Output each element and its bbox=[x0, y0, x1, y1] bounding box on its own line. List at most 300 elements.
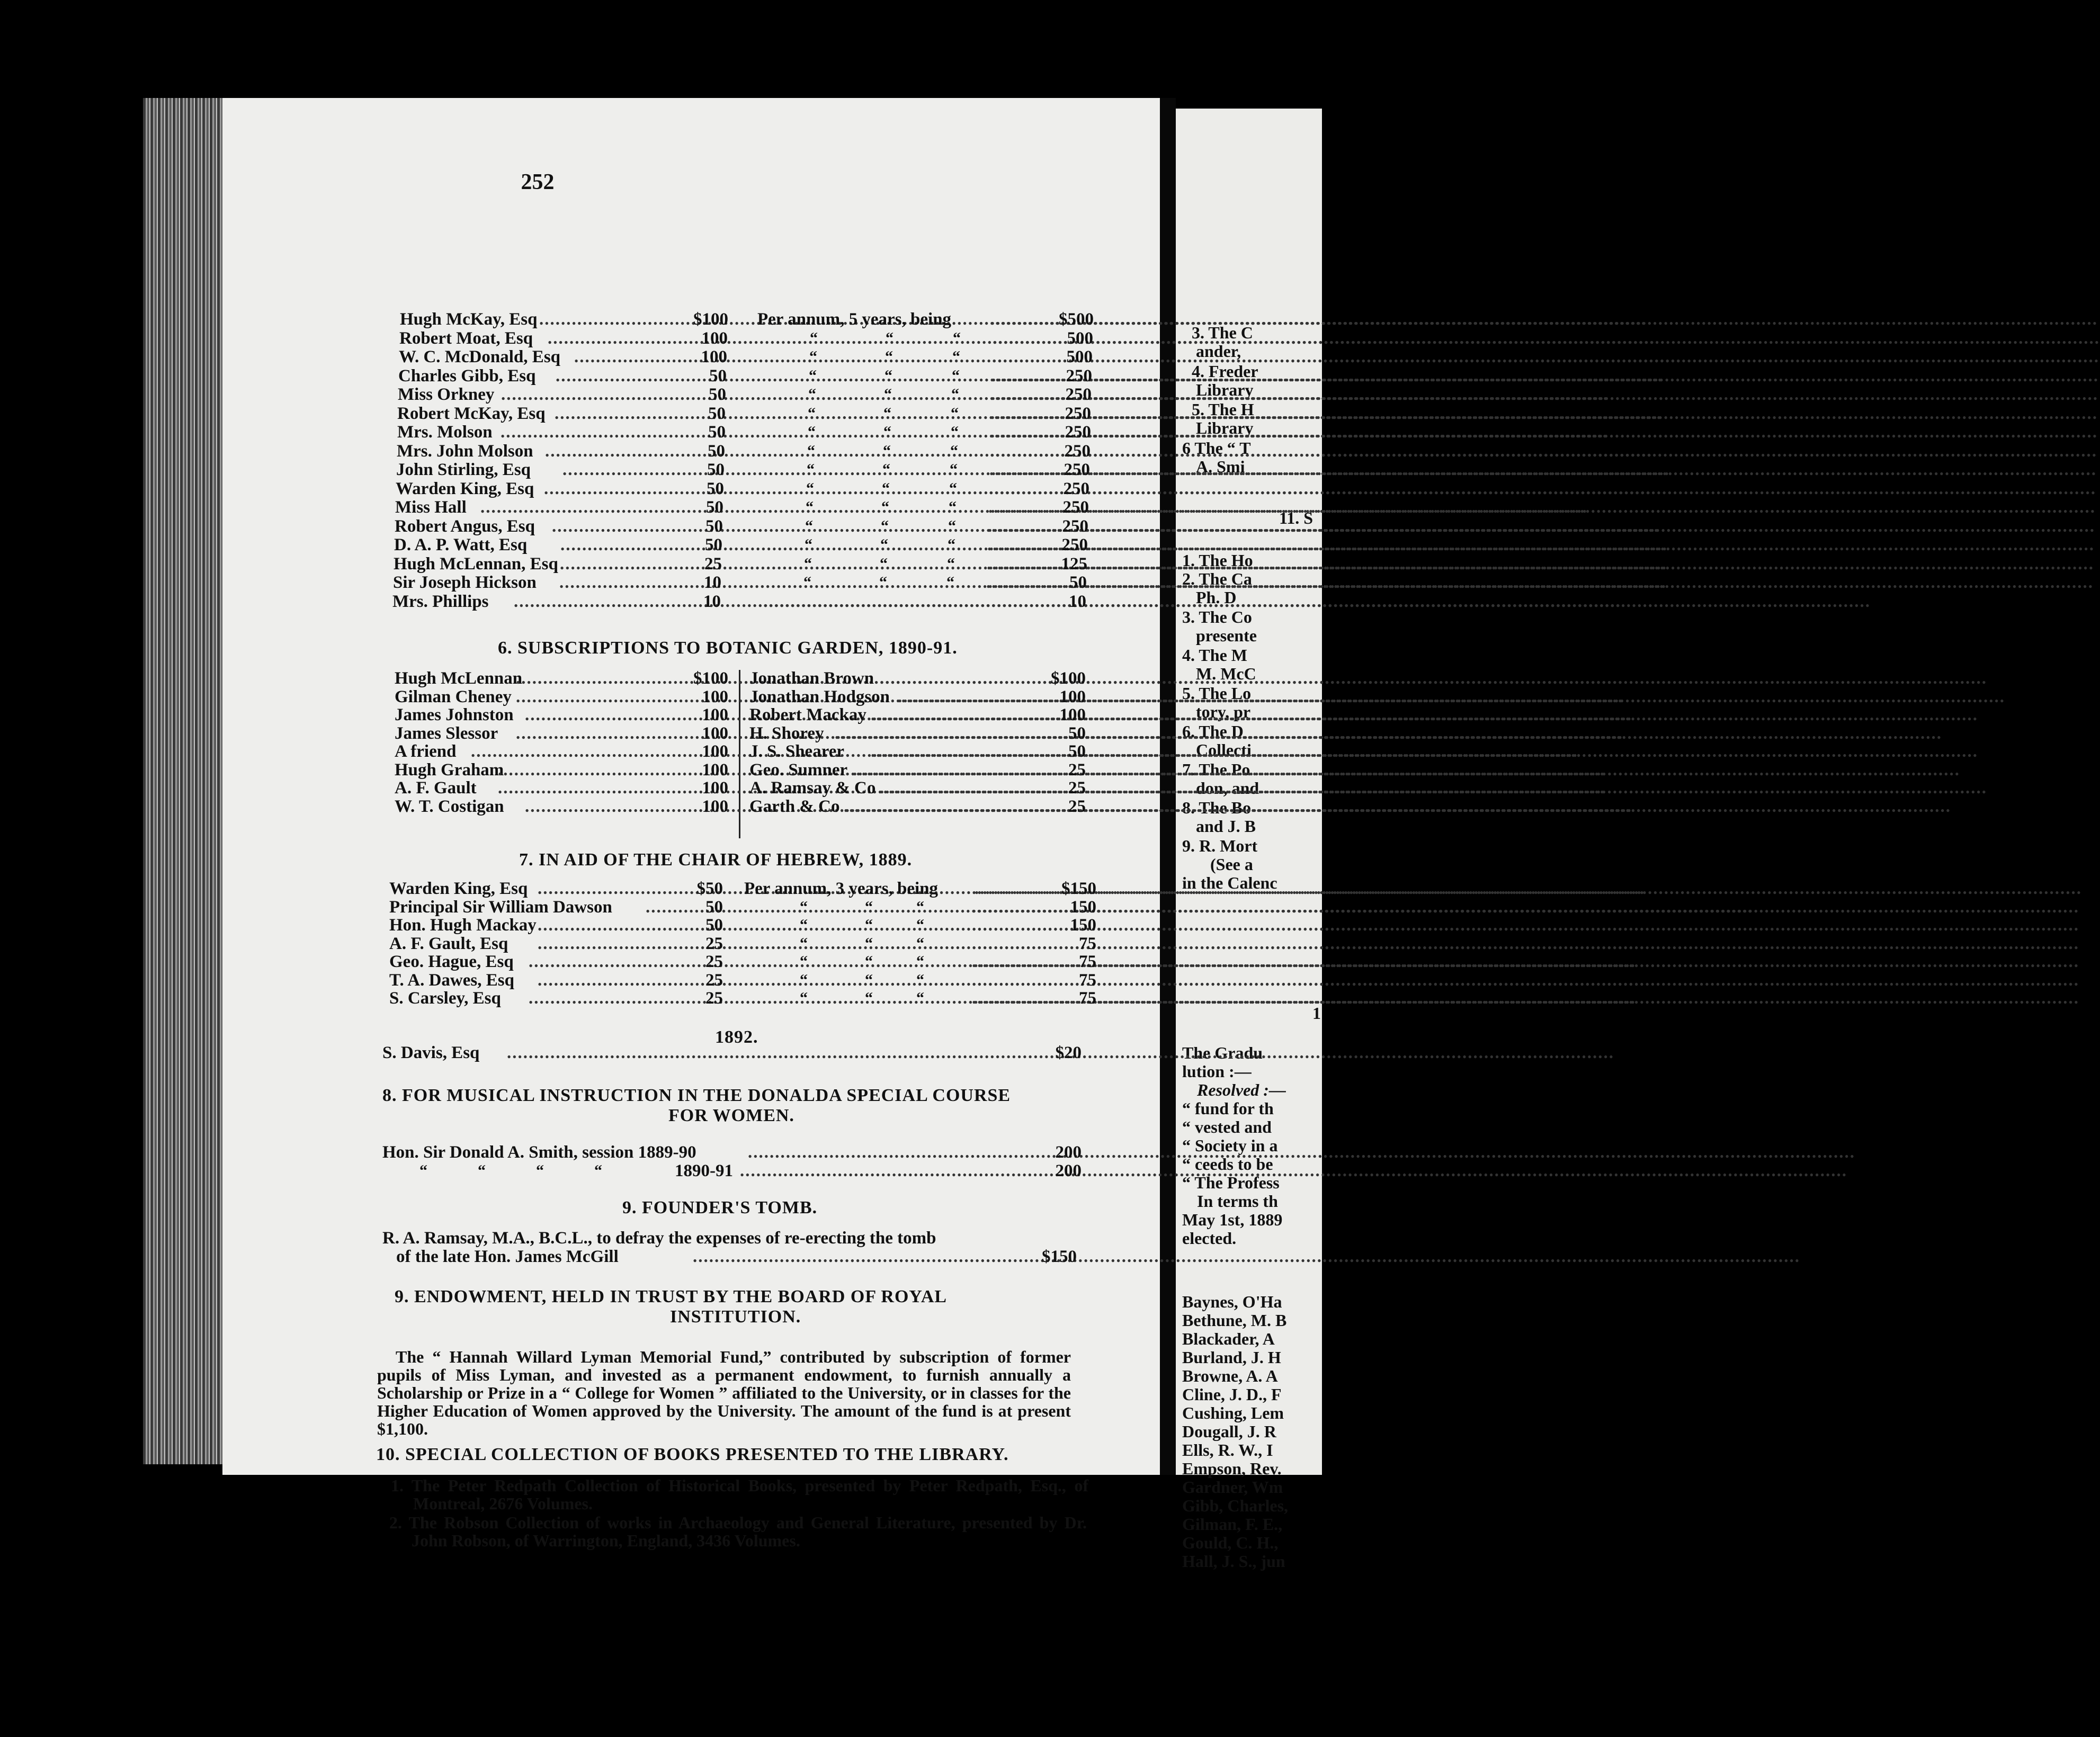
ditto-mark: “ bbox=[419, 1162, 427, 1179]
list-row bbox=[749, 669, 1088, 688]
row-amount: 25 bbox=[1068, 778, 1086, 798]
ditto-mark: “ bbox=[916, 934, 924, 952]
list-row bbox=[397, 423, 1102, 442]
ditto-mark: “ bbox=[881, 498, 889, 516]
list-row bbox=[395, 687, 734, 706]
dot-leader bbox=[559, 573, 671, 592]
row-total: 150 bbox=[1070, 897, 1096, 917]
row-total: 250 bbox=[1061, 535, 1088, 554]
right-page-line: 3. The C bbox=[1192, 323, 1253, 342]
dot-leader bbox=[988, 517, 1030, 536]
row-name: Miss Hall bbox=[395, 498, 467, 517]
row-total: $150 bbox=[1061, 879, 1096, 898]
row-name: Warden King, Esq bbox=[396, 479, 534, 498]
list-row bbox=[394, 535, 1098, 554]
list-row bbox=[389, 934, 1094, 953]
dot-leader bbox=[560, 535, 672, 554]
list-row bbox=[394, 554, 1098, 574]
ditto-mark: “ bbox=[800, 989, 808, 1007]
row-amount: 50 bbox=[705, 516, 723, 536]
dot-leader bbox=[516, 669, 678, 688]
right-page-line: Hall, J. S., jun bbox=[1182, 1552, 1285, 1571]
ditto-mark: “ bbox=[478, 1162, 486, 1179]
ditto-mark: “ bbox=[882, 461, 890, 478]
ditto-mark: “ bbox=[952, 348, 960, 365]
ditto-mark: “ bbox=[946, 574, 954, 591]
row-amount: 50 bbox=[707, 460, 725, 479]
row-total: 250 bbox=[1064, 441, 1091, 461]
right-page-line: Baynes, O'Ha bbox=[1182, 1292, 1282, 1311]
ditto-mark: “ bbox=[916, 989, 924, 1007]
dot-leader bbox=[560, 554, 672, 574]
ditto-mark: “ bbox=[951, 386, 959, 403]
dot-leader bbox=[990, 310, 1033, 329]
ditto-mark: “ bbox=[948, 536, 955, 553]
row-amount: 100 bbox=[702, 778, 728, 798]
row-name: W. T. Costigan bbox=[395, 796, 504, 816]
dot-leader bbox=[507, 1043, 1031, 1062]
list-row bbox=[395, 760, 734, 780]
row-name: Robert Moat, Esq bbox=[399, 328, 533, 348]
section-heading: 8. FOR MUSICAL INSTRUCTION IN THE DONALDA SPECIAL COURSE bbox=[382, 1086, 1011, 1105]
row-name: S. Davis, Esq bbox=[382, 1043, 480, 1062]
ditto-mark: “ bbox=[800, 898, 808, 916]
list-row bbox=[395, 498, 1100, 517]
dot-leader bbox=[871, 705, 1035, 724]
ditto-mark: “ bbox=[800, 971, 808, 989]
ditto-mark: “ bbox=[865, 989, 873, 1007]
dot-leader bbox=[574, 347, 677, 366]
right-page-line: Bethune, M. B bbox=[1182, 1311, 1287, 1330]
ditto-mark: “ bbox=[886, 329, 893, 347]
right-page-line: 5. The Lo bbox=[1182, 684, 1252, 703]
list-row bbox=[389, 916, 1094, 935]
ditto-mark: “ bbox=[800, 916, 808, 934]
book-page-edges bbox=[143, 98, 222, 1464]
row-amount: $100 bbox=[693, 310, 728, 329]
per-annum-text: Per annum, 3 years, being bbox=[744, 879, 939, 898]
right-page-line: tory, pr bbox=[1196, 702, 1251, 721]
row-total: 250 bbox=[1063, 479, 1089, 498]
ditto-mark: “ bbox=[884, 366, 892, 384]
section-heading: 6. SUBSCRIPTIONS TO BOTANIC GARDEN, 1890-91. bbox=[498, 638, 958, 658]
right-page-line: Ph. D bbox=[1196, 588, 1237, 607]
dot-leader bbox=[972, 916, 1025, 935]
dot-leader bbox=[538, 934, 673, 953]
ditto-mark: “ bbox=[803, 574, 811, 591]
ditto-mark: “ bbox=[865, 898, 873, 916]
right-page-line: M. McC bbox=[1196, 664, 1256, 683]
dot-leader bbox=[992, 347, 1034, 366]
right-page-line: Browne, A. A bbox=[1182, 1366, 1278, 1385]
ditto-mark: “ bbox=[809, 348, 817, 365]
right-page-line: 1. The Ho bbox=[1182, 551, 1253, 570]
row-name: Geo. Hague, Esq bbox=[389, 952, 514, 971]
dot-leader bbox=[693, 1247, 1021, 1266]
ditto-mark: “ bbox=[809, 366, 817, 384]
dot-leader bbox=[987, 554, 1029, 574]
list-row bbox=[397, 404, 1102, 423]
ditto-mark: “ bbox=[800, 953, 808, 970]
dot-leader bbox=[972, 989, 1025, 1008]
row-name: James Slessor bbox=[395, 723, 498, 743]
right-page-line: 5. The H bbox=[1192, 400, 1254, 419]
row-name: Hugh McKay, Esq bbox=[400, 310, 538, 329]
right-page-line: 8. The Bo bbox=[1182, 798, 1252, 817]
right-page-line: In terms th bbox=[1197, 1192, 1278, 1211]
dot-leader bbox=[991, 385, 1033, 404]
row-amount: 50 bbox=[1068, 723, 1086, 743]
row-total: 150 bbox=[1070, 916, 1096, 935]
ditto-mark: “ bbox=[949, 479, 957, 497]
list-row bbox=[396, 1247, 1079, 1266]
endowment-paragraph: The “ Hannah Willard Lyman Memorial Fund,” contributed by subscription of former pupils of Miss Lyman, and invested as a permanent endowment, to furnish annually a Scholarship or Prize in a “ College for Women ” affiliated to the University, or in classes for the Higher Education of Women approved by the University. The amount of the fund is at present $1,100. bbox=[377, 1347, 1071, 1438]
dot-leader bbox=[562, 460, 674, 479]
right-page-line: Dougall, J. R bbox=[1182, 1422, 1276, 1441]
dot-leader bbox=[498, 760, 678, 780]
right-page-line: lution :— bbox=[1182, 1062, 1252, 1081]
library-item: 1. The Peter Redpath Collection of Historical Books, presented by Peter Redpath, Esq., of Montreal, 2676 Volumes. bbox=[391, 1476, 1088, 1513]
row-total: 250 bbox=[1065, 385, 1092, 404]
row-name: James Johnston bbox=[395, 705, 514, 724]
dot-leader bbox=[853, 760, 1035, 780]
row-name: of the late Hon. James McGill bbox=[396, 1247, 619, 1266]
right-page-line: Burland, J. H bbox=[1182, 1348, 1281, 1367]
row-amount: 100 bbox=[702, 742, 728, 761]
dot-leader bbox=[972, 898, 1025, 917]
row-amount: 100 bbox=[1059, 705, 1086, 724]
row-amount: 50 bbox=[707, 479, 724, 498]
list-row bbox=[395, 742, 734, 761]
row-amount: 25 bbox=[705, 952, 723, 971]
row-name: T. A. Dawes, Esq bbox=[389, 970, 514, 990]
list-row bbox=[382, 1043, 1082, 1062]
list-row bbox=[749, 724, 1088, 743]
row-name: Hugh McLennan bbox=[395, 669, 523, 688]
row-name: Robert Mackay bbox=[749, 705, 866, 724]
dot-leader bbox=[548, 329, 677, 348]
paragraph-line: R. A. Ramsay, M.A., B.C.L., to defray the expenses of re-erecting the tomb bbox=[382, 1229, 936, 1248]
row-total: 250 bbox=[1062, 498, 1089, 517]
year-heading: 1892. bbox=[715, 1027, 758, 1047]
list-row bbox=[397, 442, 1101, 461]
dot-leader bbox=[544, 479, 674, 498]
ditto-mark: “ bbox=[805, 517, 813, 535]
list-row bbox=[395, 797, 734, 816]
ditto-mark: “ bbox=[951, 404, 959, 422]
row-amount: 25 bbox=[1068, 796, 1086, 816]
right-page-line: Empson, Rev. bbox=[1182, 1459, 1282, 1478]
list-row bbox=[399, 329, 1104, 348]
ditto-mark: “ bbox=[800, 934, 808, 952]
row-amount: 50 bbox=[708, 441, 725, 461]
list-row bbox=[395, 669, 734, 688]
row-amount: 50 bbox=[705, 535, 722, 554]
ditto-mark: “ bbox=[808, 423, 816, 441]
dot-leader bbox=[763, 592, 1039, 611]
row-name: W. C. McDonald, Esq bbox=[399, 347, 561, 366]
ditto-mark: “ bbox=[950, 442, 958, 460]
row-name: Charles Gibb, Esq bbox=[398, 366, 536, 386]
row-total: 125 bbox=[1061, 554, 1087, 574]
ditto-mark: “ bbox=[952, 366, 960, 384]
dot-leader bbox=[740, 1161, 1026, 1180]
dot-leader bbox=[516, 687, 678, 706]
section-heading: FOR WOMEN. bbox=[668, 1106, 794, 1125]
row-total: 10 bbox=[1069, 592, 1086, 611]
row-amount: $150 bbox=[1042, 1247, 1077, 1266]
row-amount: 50 bbox=[706, 498, 723, 517]
row-total: 250 bbox=[1065, 404, 1091, 423]
list-row bbox=[749, 705, 1088, 724]
ditto-mark: “ bbox=[804, 554, 812, 572]
row-amount: 10 bbox=[703, 592, 721, 611]
dot-leader bbox=[990, 442, 1032, 461]
row-amount: $20 bbox=[1055, 1043, 1082, 1062]
right-page-line: Ells, R. W., I bbox=[1182, 1440, 1273, 1460]
dot-leader bbox=[525, 705, 678, 724]
dot-leader bbox=[539, 310, 678, 329]
list-row bbox=[396, 479, 1100, 498]
page-number: 252 bbox=[521, 170, 555, 194]
row-amount: 50 bbox=[709, 385, 726, 404]
list-row bbox=[749, 687, 1088, 706]
right-page-line: 4. Freder bbox=[1192, 362, 1258, 381]
dot-leader bbox=[835, 724, 1035, 743]
per-annum-text: Per annum, 5 years, being bbox=[757, 310, 952, 329]
row-name: Warden King, Esq bbox=[389, 879, 528, 898]
right-page-line: “ ceeds to be bbox=[1182, 1154, 1273, 1174]
list-row bbox=[393, 573, 1097, 592]
right-page-line: 6. The D bbox=[1182, 722, 1244, 741]
row-name: Gilman Cheney bbox=[395, 687, 512, 706]
right-page-line: Collecti bbox=[1196, 740, 1252, 759]
list-row bbox=[389, 971, 1094, 990]
row-name: Hugh McLennan, Esq bbox=[394, 554, 558, 574]
dot-leader bbox=[545, 442, 675, 461]
row-name: Jonathan Brown bbox=[749, 669, 874, 688]
section-heading: 9. FOUNDER'S TOMB. bbox=[622, 1198, 818, 1217]
row-name: Sir Joseph Hickson bbox=[393, 573, 537, 592]
ditto-mark: “ bbox=[949, 498, 957, 516]
dot-leader bbox=[991, 366, 1034, 386]
row-total: 75 bbox=[1079, 952, 1096, 971]
dot-leader bbox=[987, 535, 1030, 554]
right-page-line: 6 The “ T bbox=[1182, 438, 1251, 458]
list-row bbox=[392, 592, 1097, 611]
right-page-line: elected. bbox=[1182, 1229, 1237, 1248]
ditto-mark: “ bbox=[951, 423, 959, 441]
dot-leader bbox=[514, 592, 671, 611]
right-page-line: Cline, J. D., F bbox=[1182, 1385, 1282, 1404]
dot-leader bbox=[552, 517, 673, 536]
right-page-line: “ fund for th bbox=[1182, 1099, 1274, 1118]
right-page-line: ander, bbox=[1196, 342, 1241, 361]
ditto-mark: “ bbox=[916, 953, 924, 970]
row-amount: 50 bbox=[708, 423, 726, 442]
ditto-mark: “ bbox=[879, 574, 887, 591]
right-page-line: “ vested and bbox=[1182, 1117, 1272, 1136]
row-amount: 100 bbox=[1059, 687, 1086, 706]
list-row bbox=[389, 952, 1094, 971]
row-name: Hugh Graham bbox=[395, 760, 504, 780]
section-heading: 7. IN AID OF THE CHAIR OF HEBREW, 1889. bbox=[519, 850, 913, 870]
row-name: Robert Angus, Esq bbox=[395, 516, 535, 536]
dot-leader bbox=[898, 687, 1035, 706]
row-amount: 50 bbox=[705, 897, 723, 917]
row-name: Miss Orkney bbox=[398, 385, 495, 404]
dot-leader bbox=[972, 934, 1025, 953]
row-amount: 100 bbox=[702, 705, 728, 724]
list-row bbox=[749, 742, 1088, 761]
row-amount: 100 bbox=[701, 347, 727, 366]
right-page-line: The Gradu bbox=[1182, 1043, 1263, 1062]
row-total: 250 bbox=[1066, 366, 1092, 386]
row-amount: 100 bbox=[702, 796, 728, 816]
list-row bbox=[389, 898, 1094, 917]
dot-leader bbox=[529, 989, 673, 1008]
row-total: 500 bbox=[1066, 347, 1093, 366]
row-name: D. A. P. Watt, Esq bbox=[394, 535, 528, 554]
dot-leader bbox=[880, 669, 1035, 688]
right-page-line: 9. R. Mort bbox=[1182, 836, 1258, 855]
list-row bbox=[389, 989, 1094, 1008]
list-row bbox=[400, 310, 1104, 329]
row-name: Principal Sir William Dawson bbox=[389, 897, 612, 917]
row-amount: 50 bbox=[705, 916, 723, 935]
row-total: 75 bbox=[1079, 970, 1096, 990]
row-name: S. Carsley, Esq bbox=[389, 989, 501, 1008]
dot-leader bbox=[990, 423, 1033, 442]
dot-leader bbox=[471, 742, 678, 761]
row-amount: 100 bbox=[702, 723, 728, 743]
ditto-mark: “ bbox=[916, 898, 924, 916]
ditto-mark: “ bbox=[865, 971, 873, 989]
dot-leader bbox=[972, 971, 1025, 990]
row-total: 250 bbox=[1062, 516, 1088, 536]
row-total: 75 bbox=[1079, 934, 1096, 953]
dot-leader bbox=[989, 460, 1032, 479]
row-name: H. Shorey bbox=[749, 723, 824, 743]
right-page-line: May 1st, 1889 bbox=[1182, 1210, 1283, 1229]
right-page-line: Library bbox=[1196, 418, 1254, 437]
right-page-line: 11. S bbox=[1279, 508, 1313, 527]
row-amount: 50 bbox=[709, 366, 727, 386]
row-name: Robert McKay, Esq bbox=[397, 404, 546, 423]
row-name: Mrs. John Molson bbox=[397, 441, 533, 461]
ditto-mark: “ bbox=[806, 479, 814, 497]
row-amount: 200 bbox=[1055, 1161, 1082, 1180]
row-amount: 25 bbox=[705, 989, 723, 1008]
row-name: Geo. Sumner bbox=[749, 760, 848, 780]
right-page-line: Gardner, Wm bbox=[1182, 1478, 1283, 1497]
row-amount: 25 bbox=[704, 554, 722, 574]
right-page-line: Resolved :— bbox=[1197, 1080, 1286, 1099]
row-amount: $100 bbox=[1051, 669, 1086, 688]
ditto-mark: “ bbox=[805, 536, 812, 553]
ditto-mark: “ bbox=[883, 404, 891, 422]
right-page-line: 4. The M bbox=[1182, 646, 1247, 665]
row-amount: 50 bbox=[708, 404, 726, 423]
row-total: 250 bbox=[1064, 460, 1090, 479]
ditto-mark: “ bbox=[807, 442, 815, 460]
dot-leader bbox=[538, 879, 673, 898]
right-page-line: “ Society in a bbox=[1182, 1136, 1278, 1155]
right-page-line: 2. The Ca bbox=[1182, 569, 1252, 588]
dot-leader bbox=[975, 879, 1025, 898]
ditto-mark: “ bbox=[865, 934, 873, 952]
dot-leader bbox=[989, 479, 1031, 498]
ditto-mark: “ bbox=[948, 517, 956, 535]
list-row bbox=[395, 778, 734, 798]
row-name: A. F. Gault bbox=[395, 778, 477, 798]
row-name: 1890-91 bbox=[675, 1161, 733, 1180]
row-total: 500 bbox=[1067, 328, 1093, 348]
row-amount: 100 bbox=[702, 760, 728, 780]
row-name: A. Ramsay & Co bbox=[749, 778, 876, 798]
right-page-line: Cushing, Lem bbox=[1182, 1403, 1284, 1422]
dot-leader bbox=[501, 385, 676, 404]
right-page-line: Gibb, Charles, bbox=[1182, 1496, 1289, 1515]
ditto-mark: “ bbox=[881, 517, 889, 535]
list-row bbox=[749, 797, 1088, 816]
right-page-line: presente bbox=[1196, 626, 1257, 645]
dot-leader bbox=[988, 498, 1031, 517]
row-amount: 200 bbox=[1055, 1143, 1082, 1162]
row-total: $500 bbox=[1059, 310, 1094, 329]
list-row bbox=[398, 366, 1103, 386]
ditto-mark: “ bbox=[536, 1162, 544, 1179]
ditto-mark: “ bbox=[865, 953, 873, 970]
list-row bbox=[382, 1143, 1082, 1162]
ditto-mark: “ bbox=[808, 386, 816, 403]
ditto-mark: “ bbox=[882, 479, 890, 497]
list-row bbox=[398, 385, 1102, 404]
row-amount: 25 bbox=[705, 934, 723, 953]
row-amount: 25 bbox=[705, 970, 723, 990]
row-amount: $100 bbox=[693, 669, 728, 688]
ditto-mark: “ bbox=[594, 1162, 602, 1179]
dot-leader bbox=[993, 329, 1035, 348]
row-name: John Stirling, Esq bbox=[396, 460, 531, 479]
dot-leader bbox=[498, 778, 678, 798]
dot-leader bbox=[986, 573, 1029, 592]
row-amount: $50 bbox=[696, 879, 723, 898]
dot-leader bbox=[538, 971, 673, 990]
row-name: Mrs. Molson bbox=[397, 423, 493, 442]
section-heading: 9. ENDOWMENT, HELD IN TRUST BY THE BOARD OF ROYAL bbox=[395, 1287, 948, 1306]
row-name: Garth & Co bbox=[749, 796, 840, 816]
list-row bbox=[382, 1161, 1082, 1180]
ditto-mark: “ bbox=[883, 442, 891, 460]
dot-leader bbox=[538, 916, 673, 935]
ditto-mark: “ bbox=[806, 498, 814, 516]
dot-leader bbox=[646, 898, 673, 917]
dot-leader bbox=[844, 797, 1035, 816]
list-row bbox=[395, 517, 1099, 536]
row-amount: 50 bbox=[1068, 742, 1086, 761]
right-page-line: Library bbox=[1196, 380, 1254, 399]
dot-leader bbox=[972, 952, 1025, 971]
list-row bbox=[389, 879, 1094, 898]
row-total: 250 bbox=[1065, 423, 1091, 442]
right-page-line: A. Smi bbox=[1196, 457, 1245, 476]
dot-leader bbox=[516, 724, 678, 743]
right-page-line: Blackader, A bbox=[1182, 1329, 1275, 1348]
right-page-line: don, and bbox=[1196, 778, 1259, 798]
ditto-mark: “ bbox=[883, 423, 891, 441]
ditto-mark: “ bbox=[916, 971, 924, 989]
